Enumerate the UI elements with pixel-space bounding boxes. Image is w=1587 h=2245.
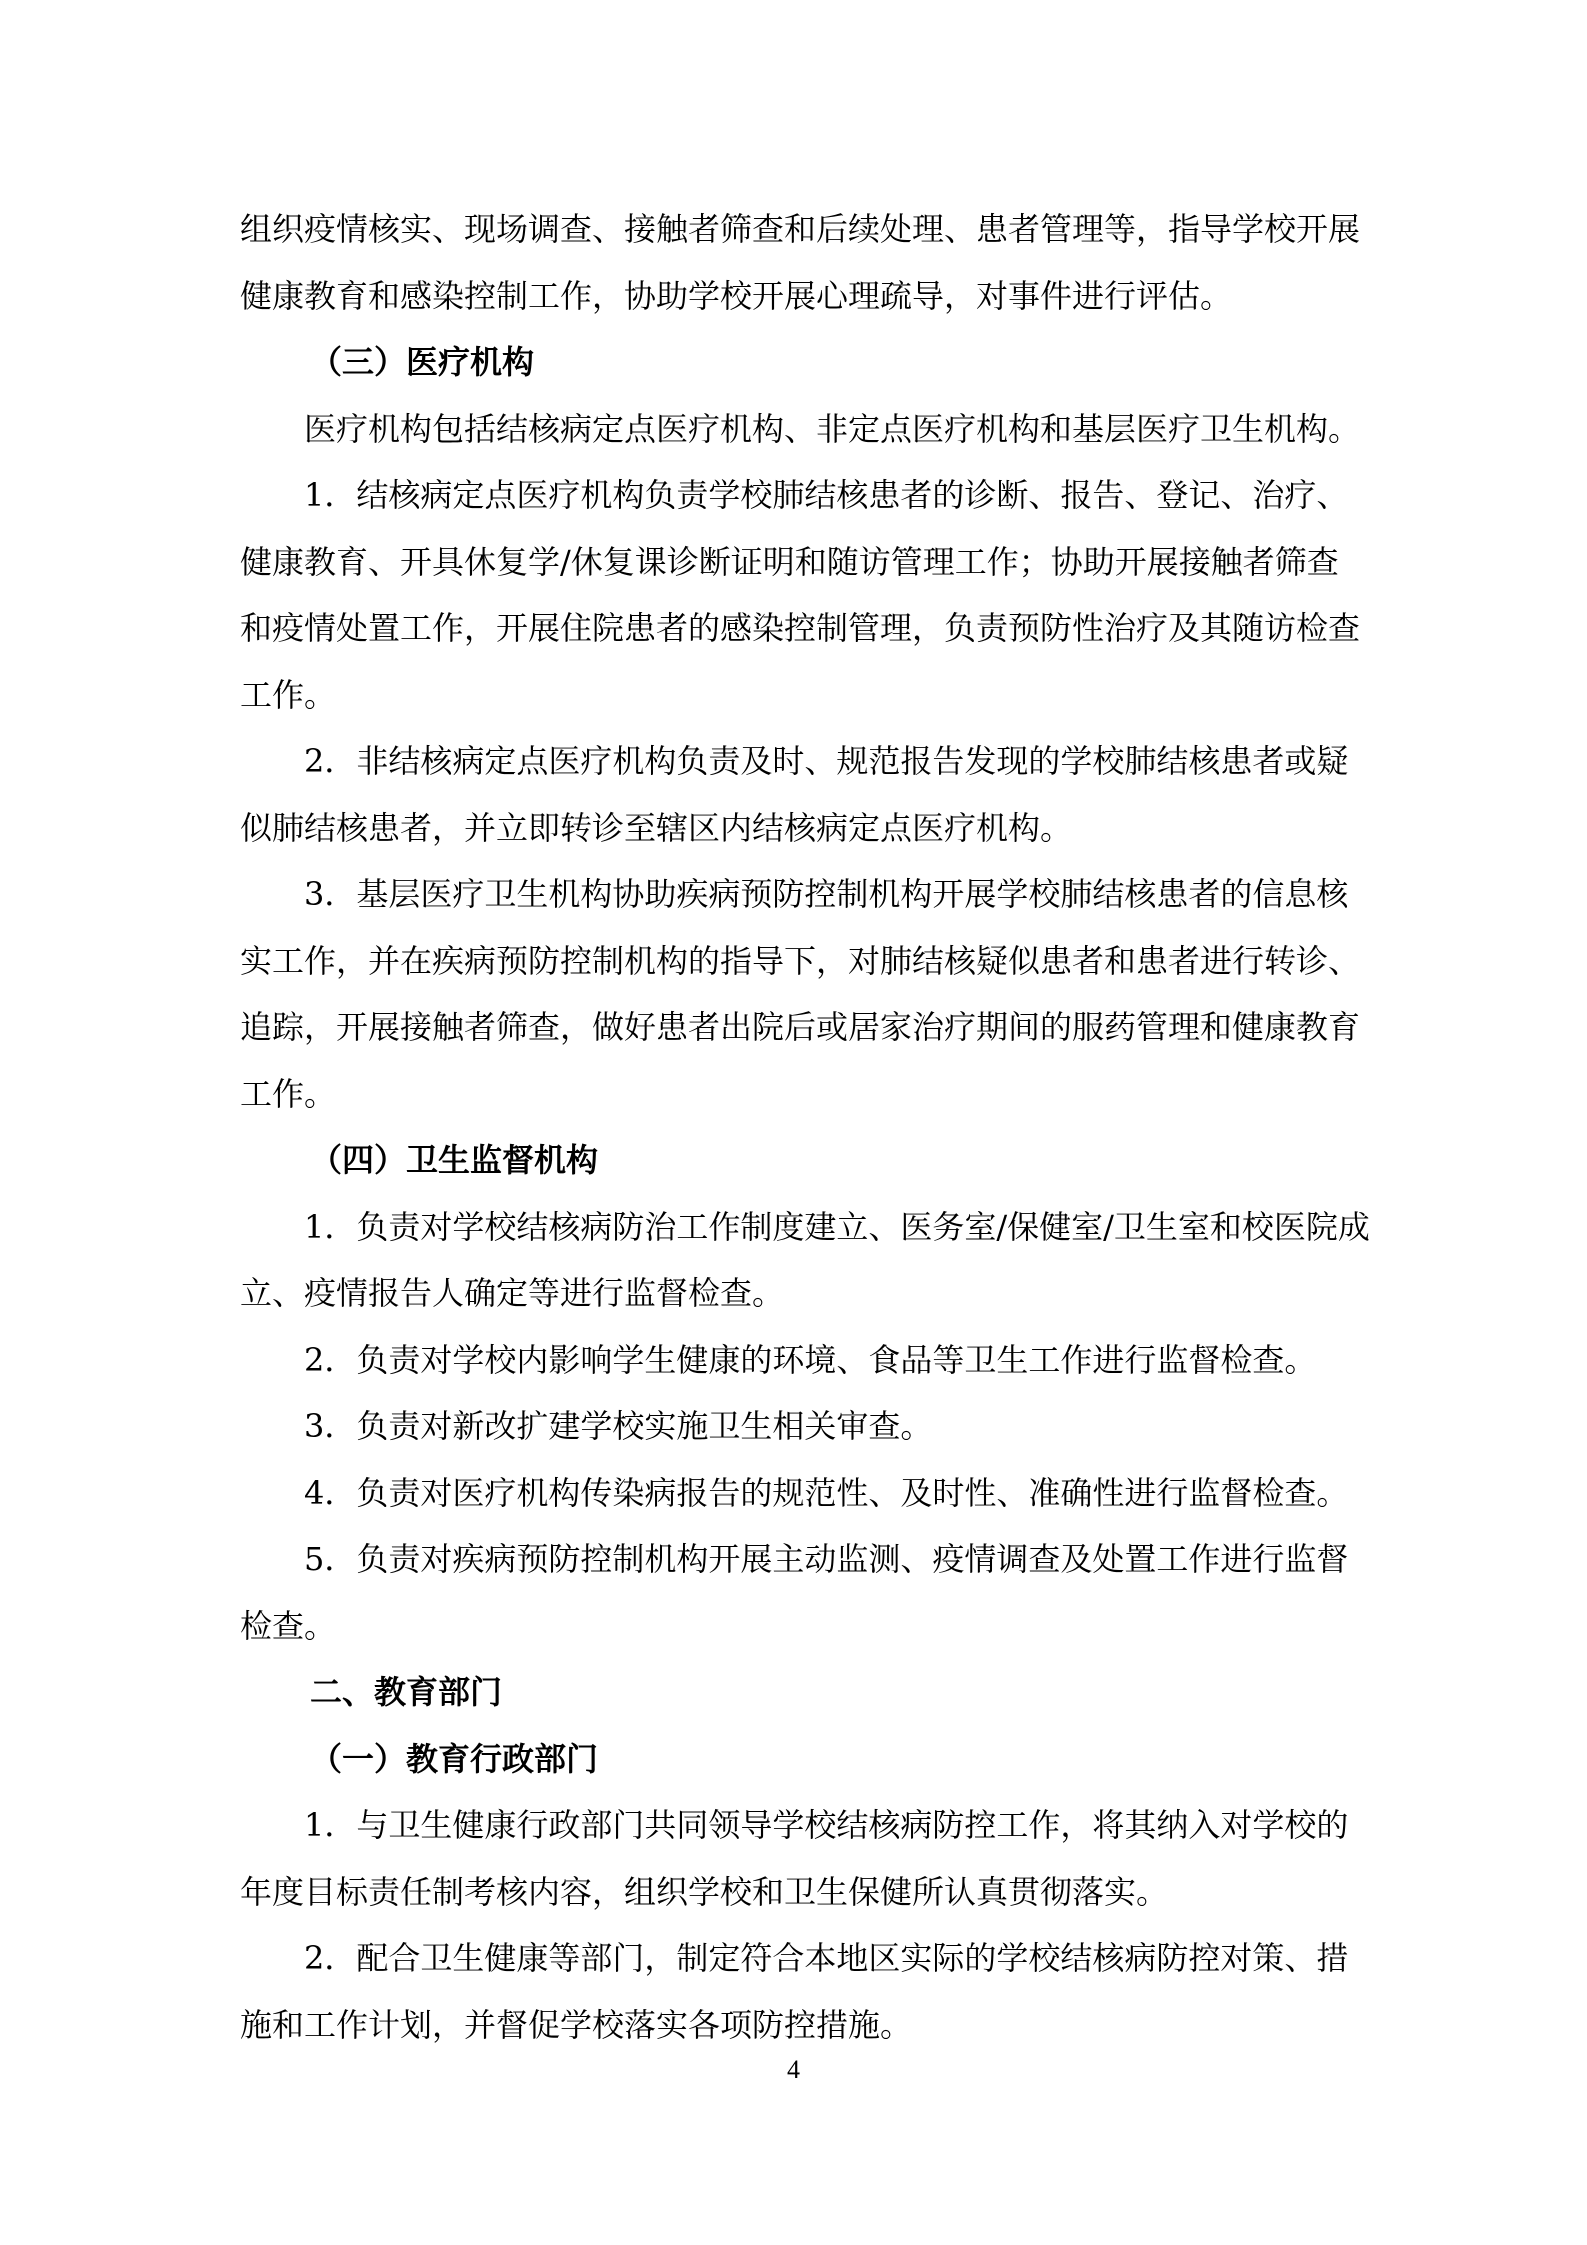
section-heading: （三）医疗机构 <box>310 343 535 381</box>
paragraph-line: 1．结核病定点医疗机构负责学校肺结核患者的诊断、报告、登记、治疗、 <box>304 476 1349 514</box>
paragraph-line: 1．负责对学校结核病防治工作制度建立、医务室/保健室/卫生室和校医院成 <box>304 1207 1370 1246</box>
paragraph-line: 追踪，开展接触者筛查，做好患者出院后或居家治疗期间的服药管理和健康教育 <box>240 1008 1361 1046</box>
paragraph-line: 1．与卫生健康行政部门共同领导学校结核病防控工作，将其纳入对学校的 <box>304 1806 1349 1844</box>
paragraph-line: 实工作，并在疾病预防控制机构的指导下，对肺结核疑似患者和患者进行转诊、 <box>240 941 1361 980</box>
section-heading: （四）卫生监督机构 <box>310 1141 599 1179</box>
page-number: 4 <box>787 2055 800 2084</box>
paragraph-line: 5．负责对疾病预防控制机构开展主动监测、疫情调查及处置工作进行监督 <box>304 1540 1349 1578</box>
paragraph-line: 检查。 <box>240 1606 337 1645</box>
paragraph-line: 组织疫情核实、现场调查、接触者筛查和后续处理、患者管理等，指导学校开展 <box>240 210 1361 248</box>
paragraph-line: 2．配合卫生健康等部门，制定符合本地区实际的学校结核病防控对策、措 <box>304 1939 1349 1977</box>
paragraph-line: 2．非结核病定点医疗机构负责及时、规范报告发现的学校肺结核患者或疑 <box>304 742 1349 780</box>
paragraph-line: 医疗机构包括结核病定点医疗机构、非定点医疗机构和基层医疗卫生机构。 <box>304 409 1361 448</box>
paragraph-line: 2．负责对学校内影响学生健康的环境、食品等卫生工作进行监督检查。 <box>304 1340 1317 1379</box>
paragraph-line: 工作。 <box>240 1074 337 1113</box>
paragraph-line: 3．负责对新改扩建学校实施卫生相关审查。 <box>304 1407 933 1445</box>
document-body <box>240 196 1370 2058</box>
paragraph-line: 和疫情处置工作，开展住院患者的感染控制管理，负责预防性治疗及其随访检查 <box>240 609 1361 647</box>
paragraph-line: 施和工作计划，并督促学校落实各项防控措施。 <box>240 2005 913 2044</box>
paragraph-line: 立、疫情报告人确定等进行监督检查。 <box>240 1274 785 1312</box>
paragraph-line: 4．负责对医疗机构传染病报告的规范性、及时性、准确性进行监督检查。 <box>304 1473 1349 1512</box>
paragraph-line: 工作。 <box>240 675 337 714</box>
paragraph-line: 似肺结核患者，并立即转诊至辖区内结核病定点医疗机构。 <box>240 808 1073 847</box>
paragraph-line: 健康教育、开具休复学/休复课诊断证明和随访管理工作；协助开展接触者筛查 <box>240 542 1339 581</box>
section-heading: 二、教育部门 <box>310 1673 503 1711</box>
paragraph-line: 3．基层医疗卫生机构协助疾病预防控制机构开展学校肺结核患者的信息核 <box>304 875 1349 913</box>
paragraph-line: 健康教育和感染控制工作，协助学校开展心理疏导，对事件进行评估。 <box>240 276 1233 315</box>
section-heading: （一）教育行政部门 <box>310 1739 599 1778</box>
paragraph-line: 年度目标责任制考核内容，组织学校和卫生保健所认真贯彻落实。 <box>240 1872 1169 1911</box>
